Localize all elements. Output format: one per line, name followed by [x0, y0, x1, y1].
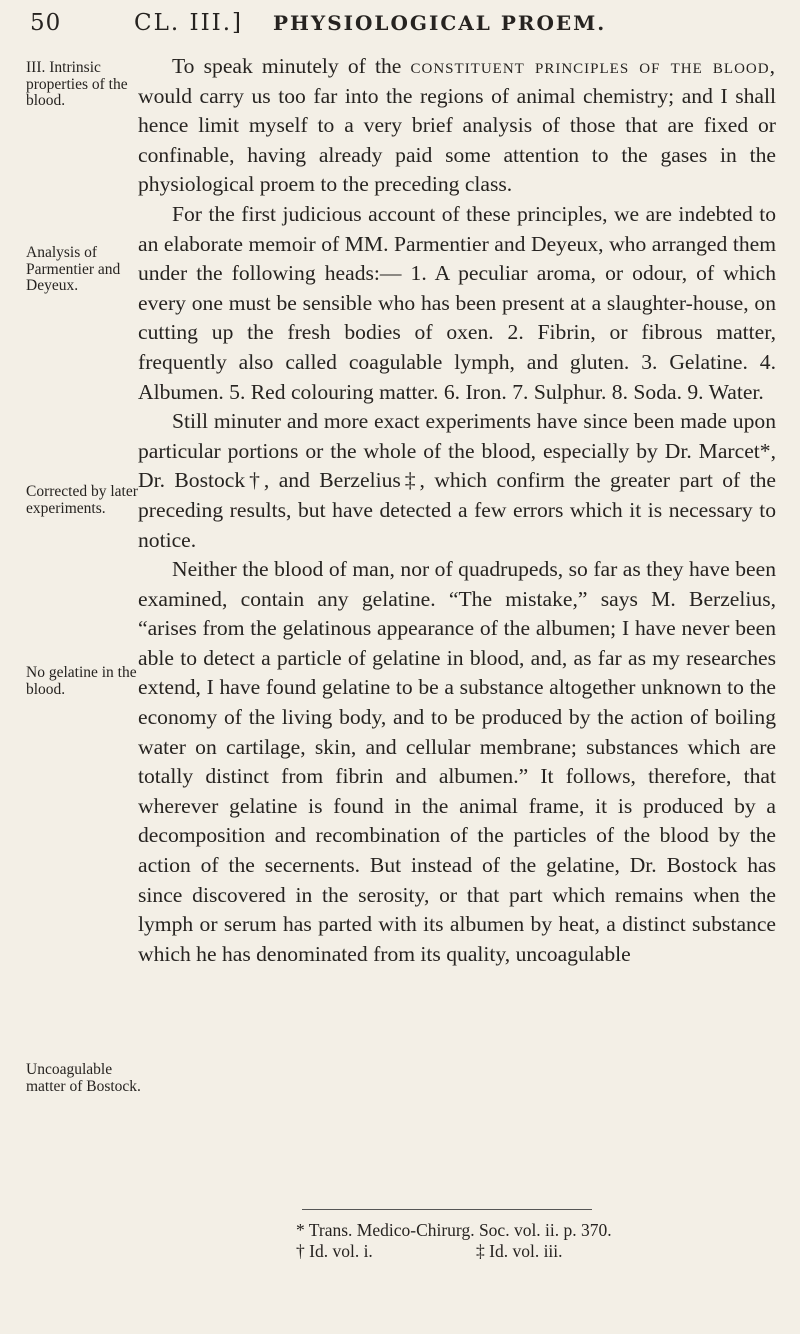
body-text	[138, 52, 776, 969]
footnote-row-2	[296, 1241, 776, 1262]
intro-lead: To speak minutely of the	[172, 54, 402, 78]
margin-note-uncoagulable: Uncoagulable matter of Bostock.	[26, 1061, 141, 1095]
footnote-3: ‡ Id. vol. iii.	[476, 1241, 563, 1261]
margin-note-parmentier: Analysis of Parmentier and Deyeux.	[26, 244, 121, 294]
footnote-1: * Trans. Medico-Chirurg. Soc. vol. ii. p. 370.	[296, 1220, 612, 1240]
footnote-2: † Id. vol. i.	[296, 1241, 373, 1261]
margin-note-gelatine: No gelatine in the blood.	[26, 664, 137, 698]
paragraph-no-gelatine: Neither the blood of man, nor of quadrupeds, so far as they have been examined, contain any gelatine. “The mistake,” says M. Berzelius, “arises from the gelatinous appearance of the albumen; I have never been able to detect a particle of gelatine in blood, and, as far as my researches extend, I have found gelatine to be a substance altogether unknown to the economy of the living body, and to be produced by the action of boiling water on cartilage, skin, and cellular membrane; substances which are totally distinct from fibrin and albumen.” It follows, therefore, that wherever gelatine is found in the animal frame, it is produced by a decomposition and recombination of the particles of the blood by the action of the secernents. But instead of the gelatine, Dr. Bostock has since discovered in the serosity, or that part which remains when the lymph or serum has parted with its albumen by heat, a distinct substance which he has denominated from its quality, uncoagulable	[138, 557, 776, 966]
intro-rest: would carry us too far into the regions of animal chemistry; and I shall hence limit myself to a very brief analysis of those that are fixed or confinable, having already paid some attention to the gases in the physiological proem to the preceding class.	[138, 83, 776, 197]
page-number: 50	[30, 10, 62, 36]
margin-note-corrected: Corrected by later experiments.	[26, 483, 138, 517]
chapter-ref: CL. III.]	[134, 10, 244, 36]
paragraph-intro	[138, 52, 776, 200]
running-header	[30, 10, 770, 44]
running-title: PHYSIOLOGICAL PROEM.	[273, 11, 607, 35]
paragraph-parmentier: For the first judicious account of these principles, we are indebted to an elaborate memoir of MM. Parmentier and Deyeux, who arranged them under the following heads:— 1. A peculiar aroma, or odour, of which every one must be sensible who has been present at a slaughter-house, on cutting up the fresh bodies of oxen. 2. Fibrin, or fibrous matter, frequently also called coagulable lymph, and gluten. 3. Gelatine. 4. Albumen. 5. Red colouring matter. 6. Iron. 7. Sulphur. 8. Soda. 9. Water.	[138, 201, 776, 404]
intro-small-caps: constituent principles of the blood,	[410, 54, 776, 78]
footnotes	[296, 1220, 776, 1262]
paragraph-later-experiments: Still minuter and more exact experiments have since been made upon particular portions or the whole of the blood, especially by Dr. Marcet*, Dr. Bostock†, and Berzelius‡, which confirm the greater part of the preceding results, but have detected a few errors which it is necessary to notice.	[138, 409, 776, 552]
margin-note-intrinsic: III. Intrinsic properties of the blood.	[26, 59, 128, 109]
footnote-divider	[302, 1209, 592, 1210]
